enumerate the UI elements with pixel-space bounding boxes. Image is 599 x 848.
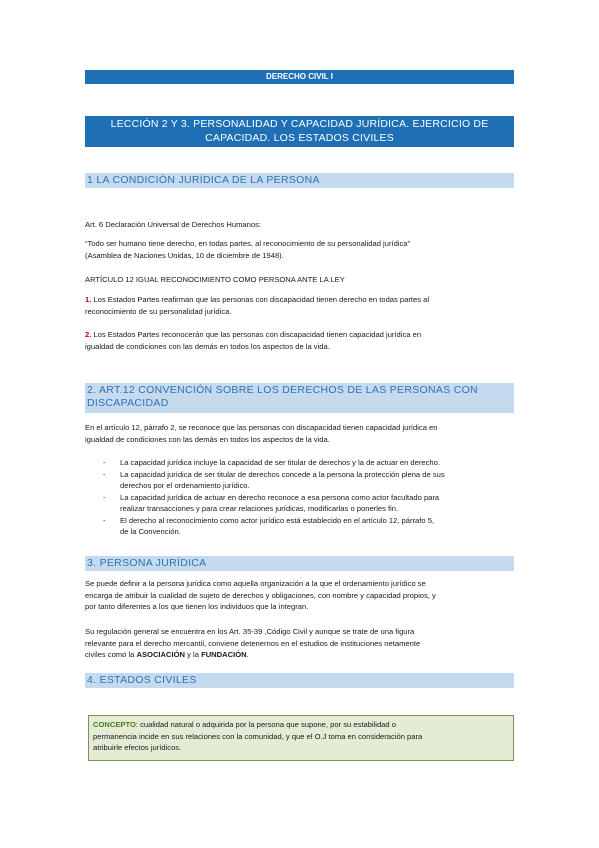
bullet-3-line-1: La capacidad jurídica de actuar en derecho reconoce a esa persona como actor facultado para — [120, 492, 440, 502]
list-item — [85, 492, 515, 515]
bullet-2-line-2: derechos por el ordenamiento jurídico. — [120, 481, 250, 490]
item-1-number: 1. — [85, 295, 92, 304]
association-term: ASOCIACIÓN — [136, 650, 186, 659]
legal-person-definition — [85, 578, 515, 613]
quote-line-1: “Todo ser humano tiene derecho, en todas partes, al reconocimiento de su personalidad jurídica” — [85, 239, 411, 248]
lesson-title-line-2: CAPACIDAD. LOS ESTADOS CIVILES — [205, 132, 394, 144]
concept-label: CONCEPTO — [93, 720, 136, 729]
concept-box — [88, 715, 514, 761]
regulation-line-2: relevante para el derecho mercantil, conviene detenernos en el estudios de instituciones netamente — [85, 638, 421, 648]
section-1-heading: 1 LA CONDICIÓN JURÍDICA DE LA PERSONA — [85, 173, 514, 188]
concept-line-3: atribuirle efectos jurídicos. — [93, 743, 182, 752]
legal-person-regulation — [85, 626, 515, 661]
intro-line-2: igualdad de condiciones con las demás en todos los aspectos de la vida. — [85, 434, 330, 444]
section-2-heading — [85, 383, 514, 413]
list-item — [85, 515, 515, 538]
section-3-heading: 3. PERSONA JURÍDICA — [85, 556, 514, 571]
bullet-dash: - — [103, 492, 106, 502]
item-2-number: 2. — [85, 330, 92, 339]
intro-line-1: En el artículo 12, párrafo 2, se reconoce que las personas con discapacidad tienen capacidad jurídica en — [85, 423, 438, 432]
bullet-dash: - — [103, 458, 106, 467]
quote-line-2: (Asamblea de Naciones Unidas, 10 de diciembre de 1948). — [85, 250, 284, 260]
regulation-line-3: civiles como la — [85, 650, 137, 659]
lesson-title — [85, 116, 514, 147]
section-2-intro — [85, 422, 515, 445]
bullet-1-line-1: La capacidad jurídica incluye la capacidad de ser titular de derechos y la de actuar en derecho. — [120, 458, 440, 467]
course-header: DERECHO CIVIL I — [85, 70, 514, 84]
foundation-term: FUNDACIÓN — [201, 650, 247, 659]
regulation-end: . — [246, 650, 249, 659]
bullet-4-line-2: de la Convención. — [120, 527, 181, 536]
bullet-dash: - — [103, 469, 106, 479]
article-12-item-2 — [85, 329, 515, 352]
capacity-bullet-list — [85, 457, 515, 538]
article-12-item-1 — [85, 294, 515, 317]
bullet-dash: - — [103, 515, 106, 525]
regulation-connector: y la — [185, 650, 202, 659]
list-item — [85, 469, 515, 492]
udhr-quote — [85, 238, 515, 261]
concept-line-1: : cualidad natural o adquirida por la persona que supone, por su estabilidad o — [135, 720, 396, 729]
section-2-heading-line-1: 2. ART.12 CONVENCIÓN SOBRE LOS DERECHOS DE LAS PERSONAS CON — [87, 384, 478, 396]
bullet-3-line-2: realizar transacciones y para crear relaciones jurídicas, modificarlas o ponerles fin. — [120, 504, 399, 513]
regulation-line-1: Su regulación general se encuentra en los Art. 35-39 ,Código Civil y aunque se trate de una figura — [85, 627, 415, 636]
item-2-text-line-2: igualdad de condiciones con las demás en todos los aspectos de la vida. — [85, 341, 330, 351]
item-1-text-line-1: Los Estados Partes reafirman que las personas con discapacidad tienen derecho en todas partes al — [91, 295, 430, 304]
article-6-reference: Art. 6 Declaración Universal de Derechos Humanos: — [85, 220, 261, 229]
item-2-text-line-1: Los Estados Partes reconocerán que las personas con discapacidad tienen capacidad jurídica en — [91, 330, 422, 339]
concept-line-2: permanencia incide en sus relaciones con la comunidad, y que el O.J toma en consideración para — [93, 731, 423, 741]
definition-line-3: por tanto diferentes a los que tienen los individuos que la integran. — [85, 602, 309, 611]
section-4-heading: 4. ESTADOS CIVILES — [85, 673, 514, 688]
item-1-text-line-2: reconocimiento de su personalidad jurídica. — [85, 306, 232, 316]
article-12-title: ARTÍCULO 12 IGUAL RECONOCIMIENTO COMO PERSONA ANTE LA LEY — [85, 275, 345, 284]
list-item — [85, 457, 515, 469]
definition-line-1: Se puede definir a la persona jurídica como aquella organización a la que el ordenamiento jurídico se — [85, 579, 426, 588]
bullet-4-line-1: El derecho al reconocimiento como actor jurídico está establecido en el artículo 12, párrafo 5, — [120, 515, 435, 525]
bullet-2-line-1: La capacidad jurídica de ser titular de derechos concede a la persona la protección plena de sus — [120, 469, 445, 479]
definition-line-2: encarga de atribuir la cualidad de sujeto de derechos y obligaciones, con nombre y capacidad propios, y — [85, 590, 436, 600]
section-2-heading-line-2: DISCAPACIDAD — [87, 397, 169, 409]
lesson-title-line-1: LECCIÓN 2 Y 3. PERSONALIDAD Y CAPACIDAD JURÍDICA. EJERCICIO DE — [110, 118, 489, 130]
